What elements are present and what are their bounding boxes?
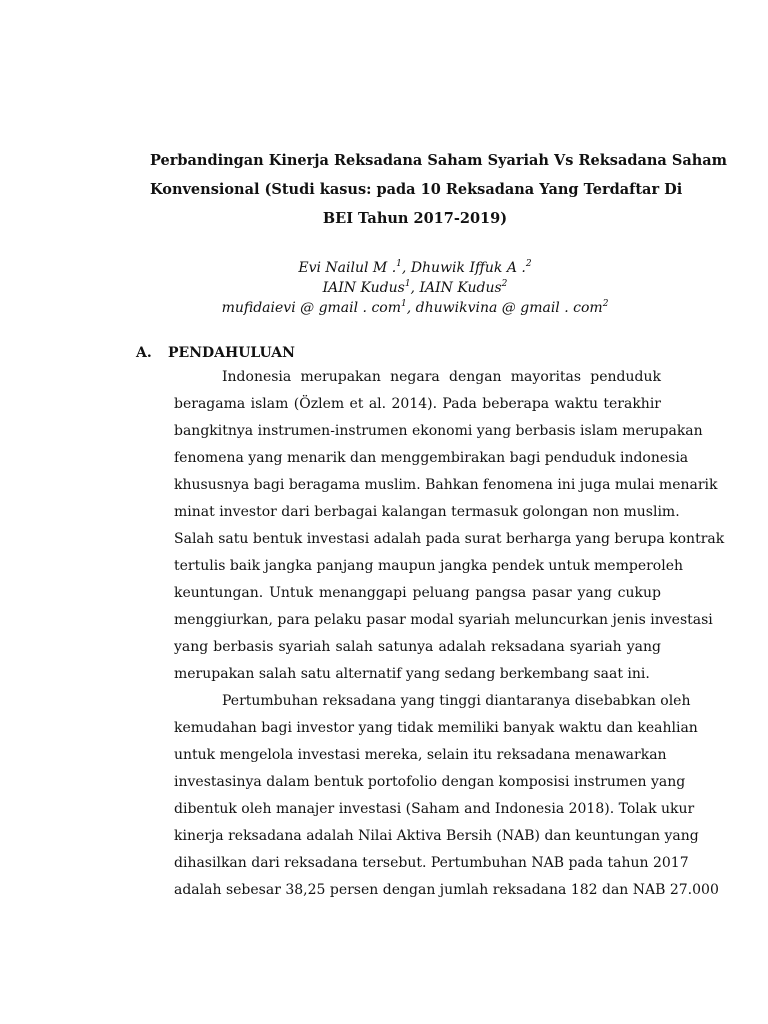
text-line: khususnya bagi beragama muslim. Bahkan fenomena ini juga mulai menarik <box>174 477 718 493</box>
author-separator: , <box>406 300 416 316</box>
author-separator: , <box>401 260 411 276</box>
affiliation-marker: 1 <box>404 279 411 289</box>
author-emails <box>150 298 680 318</box>
affiliation-marker: 2 <box>602 299 609 309</box>
text-line: keuntungan. Untuk menanggapi peluang pangsa pasar yang cukup <box>174 585 661 601</box>
text-line: yang berbasis syariah salah satunya adalah reksadana syariah yang <box>174 639 661 655</box>
text-line: merupakan salah satu alternatif yang sedang berkembang saat ini. <box>174 666 650 682</box>
text-line: Salah satu bentuk investasi adalah pada surat berharga yang berupa kontrak <box>174 531 725 547</box>
author-block <box>150 258 680 318</box>
paper-title <box>150 146 728 233</box>
text-line: minat investor dari berbagai kalangan termasuk golongan non muslim. <box>174 504 680 520</box>
affiliation-marker: 1 <box>396 259 402 269</box>
author-institutions <box>150 278 680 298</box>
institution-name: IAIN Kudus <box>419 280 502 296</box>
author-separator: , <box>410 280 420 296</box>
title-line: BEI Tahun 2017-2019) <box>322 210 508 227</box>
paragraph <box>174 364 725 688</box>
text-line: dibentuk oleh manajer investasi (Saham and Indonesia 2018). Tolak ukur <box>174 801 695 817</box>
text-line: investasinya dalam bentuk portofolio dengan komposisi instrumen yang <box>174 774 686 790</box>
author-names <box>150 258 680 278</box>
author-name: Evi Nailul M . <box>298 260 397 276</box>
text-line: kemudahan bagi investor yang tidak memiliki banyak waktu dan keahlian <box>174 720 698 736</box>
title-line: Perbandingan Kinerja Reksadana Saham Syariah Vs Reksadana Saham <box>150 152 728 169</box>
author-name: Dhuwik Iffuk A . <box>410 260 526 276</box>
text-line: Pertumbuhan reksadana yang tinggi diantaranya disebabkan oleh <box>222 693 691 709</box>
text-line: tertulis baik jangka panjang maupun jangka pendek untuk memperoleh <box>174 558 684 574</box>
author-email: dhuwikvina @ gmail . com <box>415 300 603 316</box>
institution-name: IAIN Kudus <box>322 280 405 296</box>
section-number: A. <box>136 345 152 361</box>
paragraph <box>174 688 719 904</box>
text-line: Indonesia merupakan negara dengan mayoritas penduduk <box>222 369 661 385</box>
title-line: Konvensional (Studi kasus: pada 10 Reksadana Yang Terdaftar Di <box>150 181 683 198</box>
body-text <box>174 364 725 904</box>
author-email: mufidaievi @ gmail . com <box>221 300 402 316</box>
text-line: adalah sebesar 38,25 persen dengan jumlah reksadana 182 dan NAB 27.000 <box>174 882 719 898</box>
text-line: fenomena yang menarik dan menggembirakan bagi penduduk indonesia <box>174 450 689 466</box>
text-line: dihasilkan dari reksadana tersebut. Pertumbuhan NAB pada tahun 2017 <box>174 855 689 871</box>
affiliation-marker: 1 <box>401 299 407 309</box>
text-line: beragama islam (Özlem et al. 2014). Pada beberapa waktu terakhir <box>174 396 661 412</box>
text-line: untuk mengelola investasi mereka, selain itu reksadana menawarkan <box>174 747 667 763</box>
affiliation-marker: 2 <box>501 279 508 289</box>
affiliation-marker: 2 <box>525 259 532 269</box>
section-title: PENDAHULUAN <box>168 345 295 361</box>
text-line: bangkitnya instrumen-instrumen ekonomi yang berbasis islam merupakan <box>174 423 703 439</box>
text-line: menggiurkan, para pelaku pasar modal syariah meluncurkan jenis investasi <box>174 612 713 628</box>
text-line: kinerja reksadana adalah Nilai Aktiva Bersih (NAB) dan keuntungan yang <box>174 828 699 844</box>
section-heading <box>136 343 295 363</box>
